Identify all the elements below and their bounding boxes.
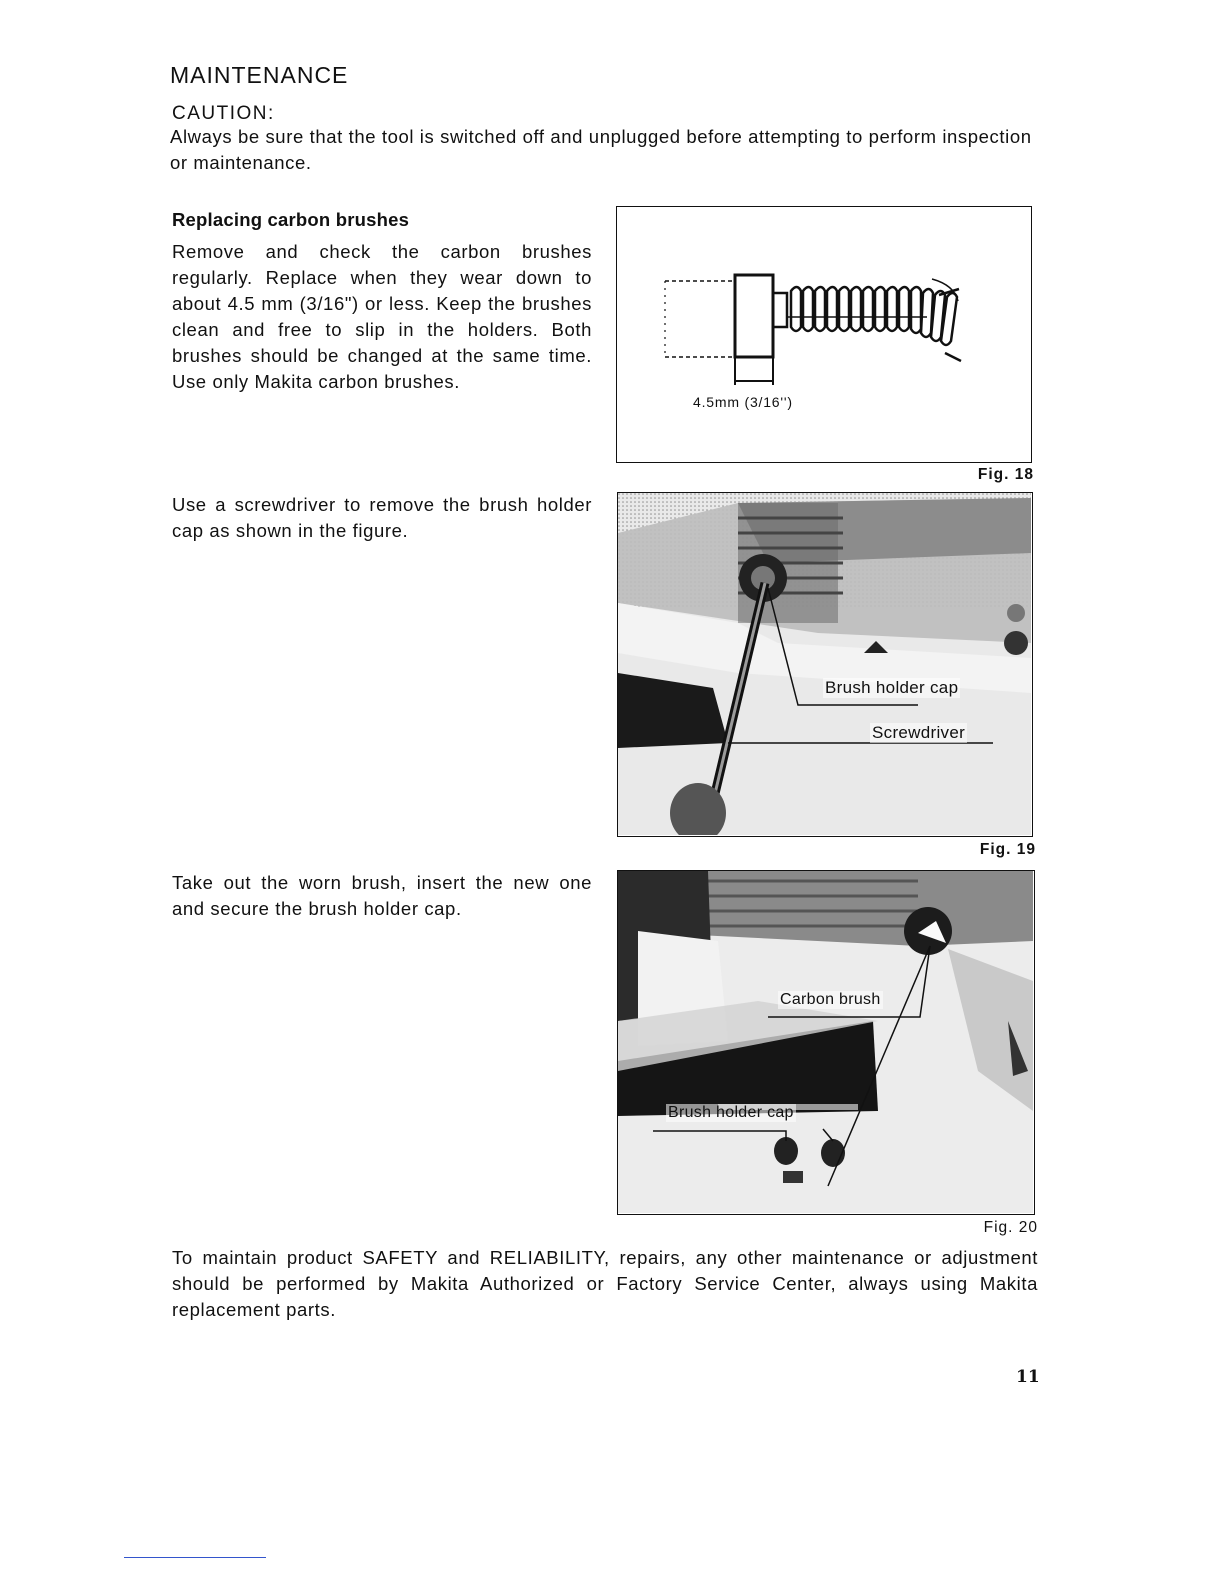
carbon-brush-photo — [618, 871, 1033, 1213]
carbon-brush-drawing — [617, 207, 1030, 461]
figure-18-brush-diagram — [616, 206, 1032, 463]
service-notice: To maintain product SAFETY and RELIABILITY, repairs, any other maintenance or adjustment should be performed by Makita Authorized or Factory Service Center, always using Makita replacement parts. — [172, 1247, 1038, 1320]
callout-brush-holder-cap: Brush holder cap — [668, 1104, 794, 1121]
section-title: Replacing carbon brushes — [172, 209, 410, 230]
figure-19-photo — [617, 492, 1033, 837]
paragraph-remove-cap: Use a screwdriver to remove the brush holder cap as shown in the figure. — [172, 494, 592, 541]
figure-18-label: Fig. 18 — [977, 466, 1034, 483]
callout-screwdriver: Screwdriver — [872, 723, 966, 742]
paragraph-replace-brushes: Remove and check the carbon brushes regularly. Replace when they wear down to about 4.5 mm (3/16") or less. Keep the brushes clean and free to slip in the holders. Both brushes should be changed at the same time. Use only Makita carbon brushes. — [172, 241, 592, 392]
callout-carbon-brush: Carbon brush — [780, 991, 881, 1008]
bottom-rule — [124, 1557, 266, 1558]
caution-text: Always be sure that the tool is switched off and unplugged before attempting to perform inspection or maintenance. — [170, 126, 1032, 173]
caution-label: CAUTION: — [172, 103, 275, 124]
page-title: MAINTENANCE — [170, 62, 349, 88]
figure-20-photo — [617, 870, 1035, 1215]
figure-19-label: Fig. 19 — [979, 841, 1036, 858]
dimension-label: 4.5mm (3/16'') — [693, 394, 793, 410]
figure-20-label: Fig. 20 — [983, 1219, 1038, 1236]
callout-brush-holder-cap: Brush holder cap — [825, 678, 959, 697]
page-number: 11 — [1016, 1367, 1040, 1387]
paragraph-insert-brush: Take out the worn brush, insert the new one and secure the brush holder cap. — [172, 872, 592, 919]
screwdriver-photo — [618, 493, 1031, 835]
